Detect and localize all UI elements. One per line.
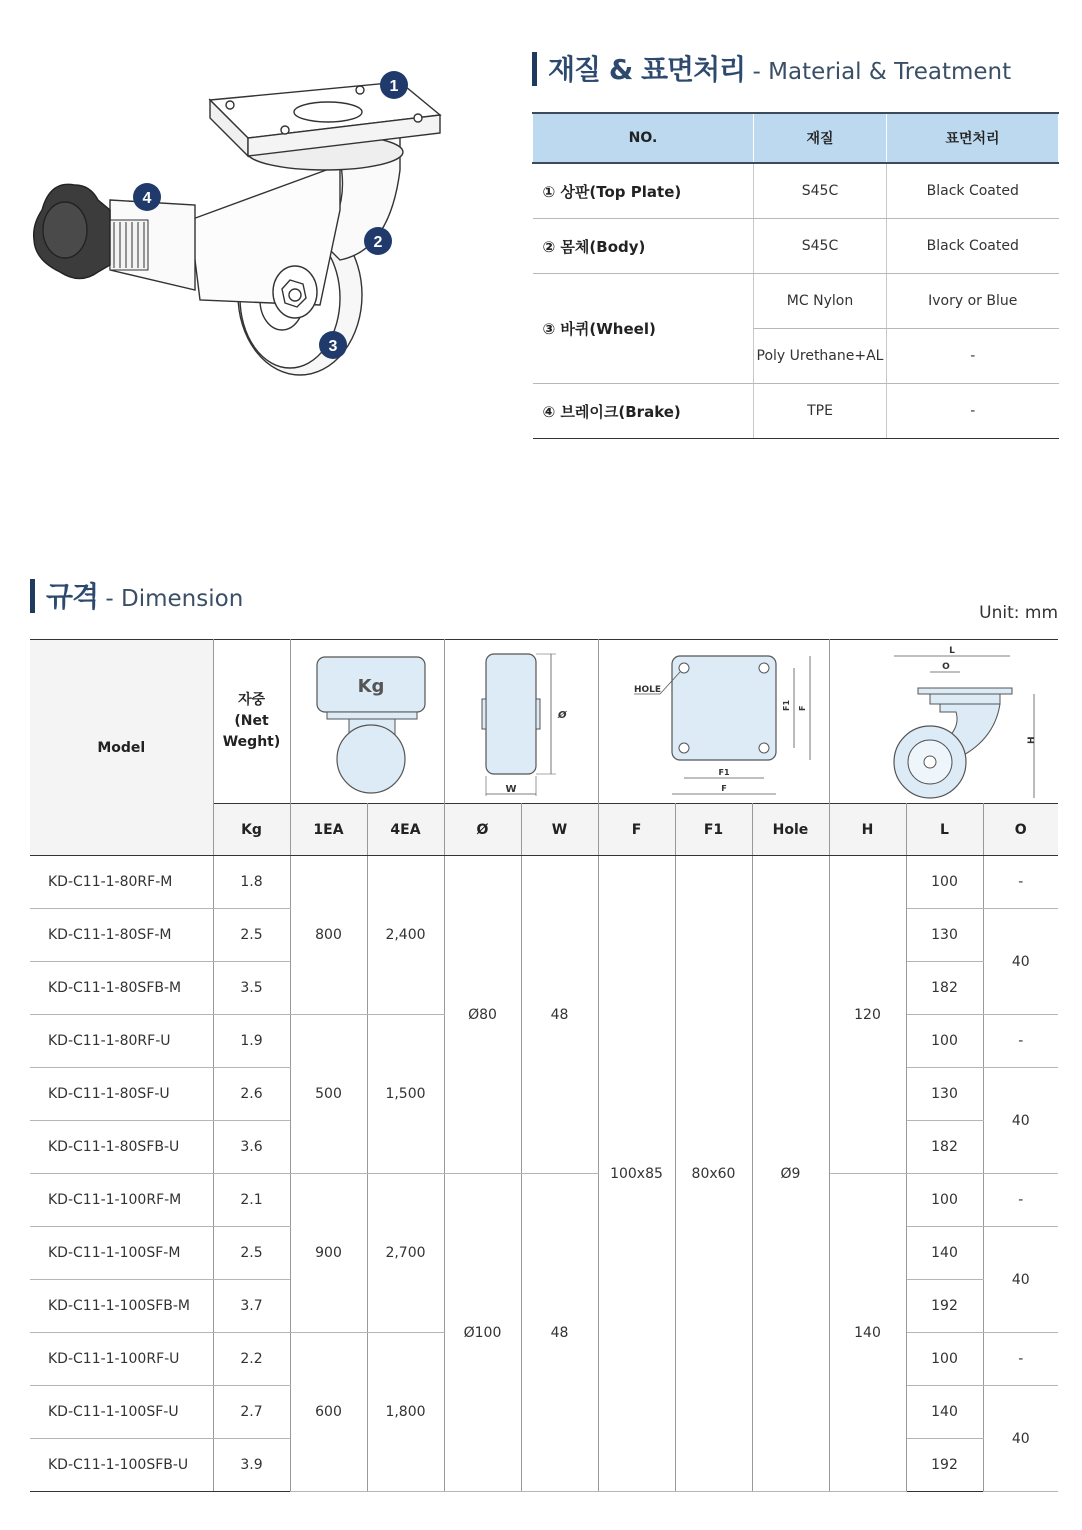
svg-text:2: 2 [373,234,383,251]
svg-text:F1: F1 [781,699,791,711]
top-plate-diagram [598,640,829,804]
svg-text:Ø: Ø [558,710,567,721]
length-value: 140 [906,1227,983,1280]
dimension-title-en: Dimension [121,586,244,612]
weight-value: 2.1 [213,1174,290,1227]
model-name: KD-C11-1-80SF-M [30,909,213,962]
load-1ea: 900 [290,1174,367,1333]
svg-text:F: F [797,705,807,711]
caster-drawing [20,60,460,390]
subheader-diameter: Ø [444,804,521,856]
offset-value: 40 [983,1068,1058,1174]
width-value: 48 [521,1174,598,1492]
offset-value: - [983,856,1058,909]
width-value: 48 [521,856,598,1174]
dimension-header-diagrams [30,640,1058,804]
weight-value: 2.7 [213,1386,290,1439]
model-name: KD-C11-1-100SF-U [30,1386,213,1439]
weight-value: 2.5 [213,909,290,962]
model-name: KD-C11-1-100SF-M [30,1227,213,1280]
load-diagram [290,640,444,804]
part-treatment: - [887,384,1059,439]
weight-value: 3.9 [213,1439,290,1492]
dimension-title-sep: - [98,586,122,612]
header-treatment: 표면처리 [887,113,1059,163]
model-name: KD-C11-1-80RF-U [30,1015,213,1068]
part-name: ② 몸체(Body) [533,219,754,274]
offset-value: - [983,1015,1058,1068]
model-name: KD-C11-1-100SFB-U [30,1439,213,1492]
svg-text:W: W [505,784,517,795]
wheel-side-diagram [444,640,598,804]
material-section-title [548,48,1011,88]
wheel-width-drawing [466,644,576,799]
unit-label: Unit: mm [979,603,1058,623]
diameter-value: Ø80 [444,856,521,1174]
dimension-title-ko: 규격 [46,580,99,613]
subheader-hole: Hole [752,804,829,856]
load-1ea: 600 [290,1333,367,1492]
f1-value: 80x60 [675,856,752,1492]
svg-text:HOLE: HOLE [633,685,661,695]
subheader-l: L [906,804,983,856]
length-value: 182 [906,1121,983,1174]
top-plate-drawing [614,644,814,799]
part-name: ③ 바퀴(Wheel) [533,274,754,384]
model-name: KD-C11-1-100SFB-M [30,1280,213,1333]
callout-1 [380,71,408,99]
diameter-value: Ø100 [444,1174,521,1492]
material-title-bar [532,52,537,86]
model-name: KD-C11-1-80RF-M [30,856,213,909]
length-value: 100 [906,1174,983,1227]
part-material: S45C [754,163,887,219]
length-value: 100 [906,1333,983,1386]
svg-text:3: 3 [328,338,338,355]
model-name: KD-C11-1-80SF-U [30,1068,213,1121]
length-value: 182 [906,962,983,1015]
part-treatment: - [887,329,1059,384]
offset-value: 40 [983,1227,1058,1333]
part-treatment: Black Coated [887,163,1059,219]
subheader-4ea: 4EA [367,804,444,856]
load-1ea: 800 [290,856,367,1015]
part-material: MC Nylon [754,274,887,329]
length-value: 192 [906,1439,983,1492]
weight-value: 1.9 [213,1015,290,1068]
svg-text:F: F [720,784,727,793]
material-row [533,274,1059,329]
svg-text:L: L [948,645,955,656]
height-value: 120 [829,856,906,1174]
length-value: 130 [906,909,983,962]
svg-text:4: 4 [142,190,152,207]
callout-2 [364,227,392,255]
svg-text:Kg: Kg [357,675,385,697]
side-view-diagram [829,640,1058,804]
weight-value: 3.5 [213,962,290,1015]
svg-text:F1: F1 [717,768,730,777]
offset-value: - [983,1333,1058,1386]
callout-3 [319,331,347,359]
model-name: KD-C11-1-80SFB-U [30,1121,213,1174]
material-row [533,219,1059,274]
svg-text:O: O [941,661,950,672]
weight-value: 2.5 [213,1227,290,1280]
part-name: ④ 브레이크(Brake) [533,384,754,439]
load-4ea: 2,400 [367,856,444,1015]
f-value: 100x85 [598,856,675,1492]
part-treatment: Black Coated [887,219,1059,274]
svg-text:H: H [1026,735,1037,744]
model-name: KD-C11-1-80SFB-M [30,962,213,1015]
net-weight-line1: 자중 [237,692,266,708]
weight-value: 2.6 [213,1068,290,1121]
model-name: KD-C11-1-100RF-M [30,1174,213,1227]
header-model: Model [30,640,213,856]
hole-value: Ø9 [752,856,829,1492]
subheader-kg: Kg [213,804,290,856]
header-no: NO. [533,113,754,163]
length-value: 100 [906,1015,983,1068]
model-name: KD-C11-1-100RF-U [30,1333,213,1386]
caster-side-drawing [844,642,1044,802]
part-material: TPE [754,384,887,439]
header-material: 재질 [754,113,887,163]
subheader-f: F [598,804,675,856]
offset-value: - [983,1174,1058,1227]
table-row [30,856,1058,909]
header-net-weight [213,640,290,804]
load-1ea: 500 [290,1015,367,1174]
length-value: 100 [906,856,983,909]
length-value: 192 [906,1280,983,1333]
material-title-ko: 재질 & 표면처리 [548,53,746,86]
subheader-o: O [983,804,1058,856]
subheader-1ea: 1EA [290,804,367,856]
part-treatment: Ivory or Blue [887,274,1059,329]
load-4ea: 2,700 [367,1174,444,1333]
part-material: S45C [754,219,887,274]
weight-value: 1.8 [213,856,290,909]
weight-value: 3.6 [213,1121,290,1174]
material-header-row [533,113,1059,163]
material-row [533,384,1059,439]
load-4ea: 1,500 [367,1015,444,1174]
caster-illustration [20,60,460,390]
material-title-en: Material & Treatment [768,59,1012,85]
subheader-w: W [521,804,598,856]
subheader-f1: F1 [675,804,752,856]
material-row [533,163,1059,219]
subheader-h: H [829,804,906,856]
length-value: 140 [906,1386,983,1439]
dimension-title-bar [30,579,35,613]
weight-value: 2.2 [213,1333,290,1386]
weight-value: 3.7 [213,1280,290,1333]
dimension-table [30,639,1058,1492]
load-4ea: 1,800 [367,1333,444,1492]
part-material: Poly Urethane+AL [754,329,887,384]
dimension-section-title [46,575,243,615]
offset-value: 40 [983,1386,1058,1492]
net-weight-line2: (Net [234,713,269,729]
height-value: 140 [829,1174,906,1492]
part-name: ① 상판(Top Plate) [533,163,754,219]
material-table [532,112,1059,439]
svg-text:1: 1 [389,78,399,95]
offset-value: 40 [983,909,1058,1015]
load-capacity-icon [307,647,427,797]
callout-4 [133,183,161,211]
table-row [30,1174,1058,1227]
length-value: 130 [906,1068,983,1121]
net-weight-line3: Weght) [222,734,281,750]
material-title-sep: - [745,59,769,85]
